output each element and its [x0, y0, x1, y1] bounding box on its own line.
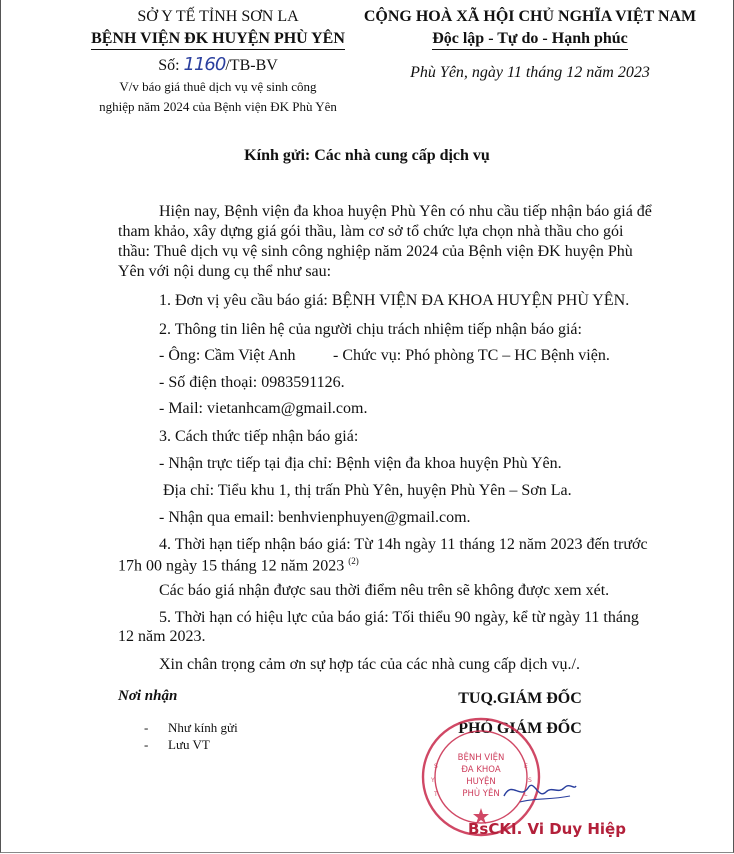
- svg-text:PHÙ YÊN: PHÙ YÊN: [462, 789, 500, 799]
- contact-position: - Chức vụ: Phó phòng TC – HC Bệnh viện.: [333, 347, 610, 364]
- receive-address: Địa chỉ: Tiểu khu 1, thị trấn Phù Yên, huyện Phù Yên – Sơn La.: [163, 482, 572, 499]
- svg-text:L: L: [524, 791, 528, 798]
- closing-line: Xin chân trọng cảm ơn sự hợp tác của các nhà cung cấp dịch vụ./.: [159, 656, 580, 673]
- svg-text:T: T: [434, 791, 438, 798]
- handwritten-signature: [500, 770, 580, 810]
- svg-text:ĐA KHOA: ĐA KHOA: [461, 765, 501, 775]
- header-right: [350, 6, 710, 84]
- recipient-label: Như kính gửi: [168, 720, 238, 735]
- svg-text:E: E: [524, 763, 528, 770]
- item-4-line-1: 4. Thời hạn tiếp nhận báo giá: Từ 14h ngày 11 tháng 12 năm 2023 đến trước: [159, 536, 648, 553]
- item-4-line-2: [118, 556, 359, 575]
- salutation: Kính gửi: Các nhà cung cấp dịch vụ: [244, 147, 490, 164]
- contact-mail: - Mail: vietanhcam@gmail.com.: [159, 400, 368, 417]
- item-4-deadline: 17h 00 ngày 15 tháng 12 năm 2023: [118, 557, 345, 575]
- late-note: Các báo giá nhận được sau thời điểm nêu trên sẽ không được xem xét.: [159, 582, 610, 599]
- header-left: [68, 6, 368, 117]
- receive-email: - Nhận qua email: benhvienphuyen@gmail.com.: [159, 509, 471, 526]
- recipient-item: - Lưu VT: [144, 737, 210, 752]
- ministry-name: SỞ Y TẾ TỈNH SƠN LA: [137, 8, 299, 25]
- svg-text:Y: Y: [431, 777, 435, 784]
- subject-line-2: nghiệp năm 2024 của Bệnh viện ĐK Phù Yên: [99, 99, 337, 114]
- footnote-marker: (2): [348, 556, 359, 566]
- national-motto: Độc lập - Tự do - Hạnh phúc: [432, 29, 628, 50]
- hospital-name: BỆNH VIỆN ĐK HUYỆN PHÙ YÊN: [91, 29, 345, 50]
- document-date: Phù Yên, ngày 11 tháng 12 năm 2023: [410, 64, 650, 81]
- doc-number-prefix: Số:: [158, 57, 184, 74]
- item-5-line-1: 5. Thời hạn có hiệu lực của báo giá: Tối thiểu 90 ngày, kể từ ngày 11 tháng: [159, 609, 639, 626]
- country-name: CỘNG HOÀ XÃ HỘI CHỦ NGHĨA VIỆT NAM: [363, 8, 697, 25]
- svg-text:BỆNH VIỆN: BỆNH VIỆN: [457, 753, 505, 763]
- svg-text:HUYỆN: HUYỆN: [466, 777, 496, 787]
- contact-phone: - Số điện thoại: 0983591126.: [159, 374, 345, 391]
- item-2: 2. Thông tin liên hệ của người chịu trách nhiệm tiếp nhận báo giá:: [159, 321, 582, 338]
- subject-line-1: V/v báo giá thuê dịch vụ vệ sinh công: [119, 79, 317, 94]
- svg-text:S: S: [434, 763, 438, 770]
- item-1: 1. Đơn vị yêu cầu báo giá: BỆNH VIỆN ĐA KHOA HUYỆN PHÙ YÊN.: [159, 292, 630, 309]
- recipient-item: - Như kính gửi: [144, 720, 238, 735]
- receive-direct: - Nhận trực tiếp tại địa chỉ: Bệnh viện đa khoa huyện Phù Yên.: [159, 455, 562, 472]
- svg-text:S: S: [528, 777, 532, 784]
- item-3: 3. Cách thức tiếp nhận báo giá:: [159, 428, 359, 445]
- document-number: [68, 54, 368, 77]
- doc-number-handwritten: 1160: [183, 54, 226, 75]
- document-subject: [68, 77, 368, 117]
- item-5-line-2: 12 năm 2023.: [118, 628, 206, 645]
- contact-name: - Ông: Cầm Việt Anh: [159, 347, 296, 364]
- intro-paragraph: Hiện nay, Bệnh viện đa khoa huyện Phù Yên có nhu cầu tiếp nhận báo giá để tham khảo, xây dựng giá gói thầu, làm cơ sở tổ chức lựa chọn nhà thầu cho gói thầu: Thuê dịch vụ vệ sinh công nghiệp năm 2024 của Bệnh viện ĐK huyện Phù Yên với nội dung cụ thể như sau:: [118, 203, 652, 280]
- signature-title-1: TUQ.GIÁM ĐỐC: [458, 690, 582, 707]
- signature-title-2: PHÓ GIÁM ĐỐC: [458, 720, 582, 737]
- doc-number-suffix: /TB-BV: [225, 57, 278, 74]
- recipients-title: Nơi nhận: [118, 688, 178, 704]
- recipient-label: Lưu VT: [168, 737, 210, 752]
- signer-name: BsCKI. Vi Duy Hiệp: [468, 820, 626, 838]
